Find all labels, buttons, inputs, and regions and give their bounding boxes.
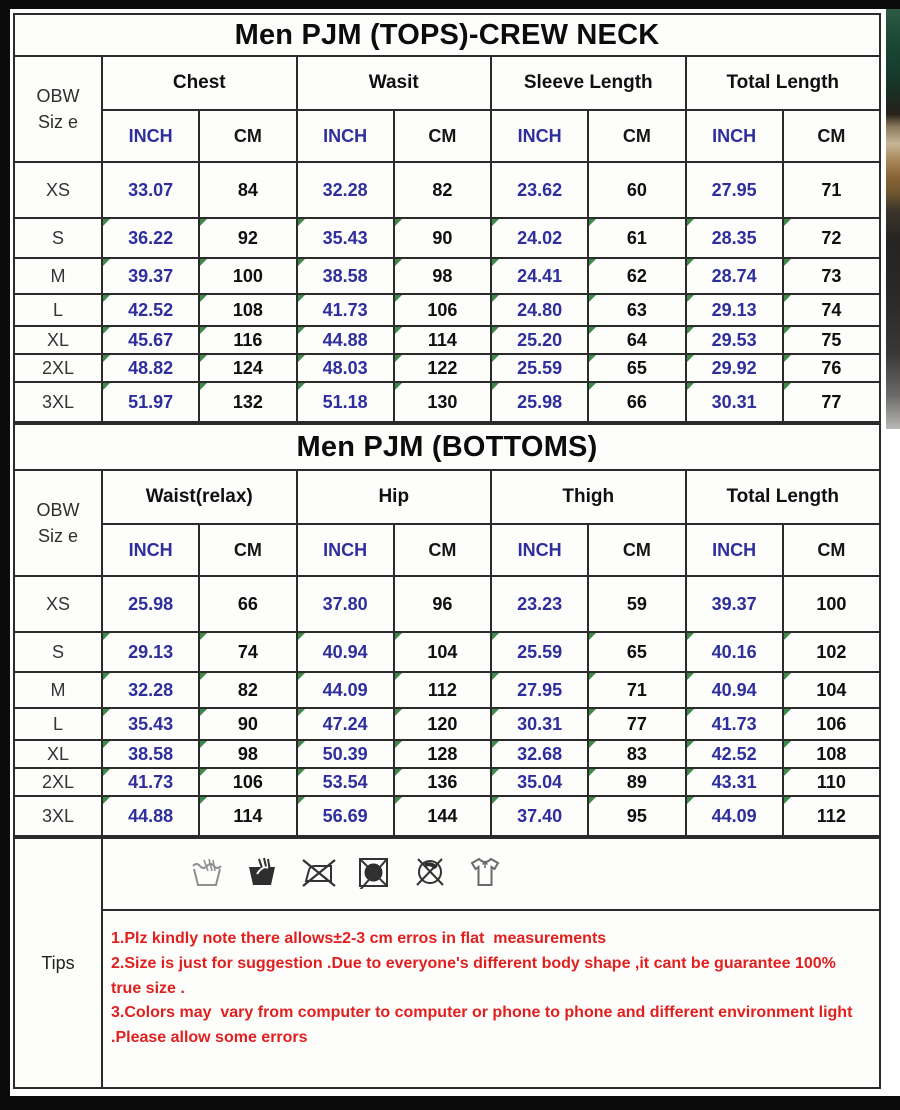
- cm-value-cell: 114: [199, 796, 296, 836]
- inch-value-cell: 50.39: [297, 740, 394, 768]
- cm-unit-header: CM: [783, 524, 880, 576]
- bottoms-group-header-row: [14, 470, 880, 524]
- cm-unit-header: CM: [394, 110, 491, 162]
- bottoms-unit-row: [14, 524, 880, 576]
- column-group-header-0: Chest: [102, 56, 297, 110]
- cm-value-cell: 136: [394, 768, 491, 796]
- cm-value-cell: 102: [783, 632, 880, 672]
- inch-value-cell: 29.53: [686, 326, 783, 354]
- hand-wash-dark-icon: [244, 855, 282, 894]
- cm-value-cell: 65: [588, 354, 685, 382]
- cm-value-cell: 114: [394, 326, 491, 354]
- column-group-header-3: Total Length: [686, 470, 881, 524]
- inch-value-cell: 25.59: [491, 354, 588, 382]
- cm-value-cell: 77: [783, 382, 880, 422]
- size-label: L: [14, 294, 102, 326]
- cm-value-cell: 59: [588, 576, 685, 632]
- inch-value-cell: 32.28: [102, 672, 199, 708]
- do-not-bleach-icon: [411, 855, 449, 894]
- inch-value-cell: 30.31: [686, 382, 783, 422]
- inch-value-cell: 37.40: [491, 796, 588, 836]
- inch-value-cell: 25.59: [491, 632, 588, 672]
- do-not-tumble-dry-icon: [355, 855, 393, 894]
- bottoms-size-table: [13, 423, 881, 837]
- inch-value-cell: 42.52: [102, 294, 199, 326]
- bottoms-title: Men PJM (BOTTOMS): [14, 424, 880, 470]
- size-header-line-1: OBW: [36, 499, 80, 520]
- tops-row-XL: [14, 326, 880, 354]
- inch-value-cell: 24.80: [491, 294, 588, 326]
- inch-value-cell: 39.37: [102, 258, 199, 294]
- cm-value-cell: 108: [783, 740, 880, 768]
- inch-value-cell: 36.22: [102, 218, 199, 258]
- size-label: 3XL: [14, 796, 102, 836]
- frame-bottom: [0, 1096, 900, 1110]
- column-group-header-1: Hip: [297, 470, 492, 524]
- bottoms-row-S: [14, 632, 880, 672]
- hand-wash-icon: [189, 855, 227, 894]
- cm-unit-header: CM: [394, 524, 491, 576]
- cm-value-cell: 106: [394, 294, 491, 326]
- size-header-line-2: Siz e: [37, 112, 79, 132]
- bottoms-row-XL: [14, 740, 880, 768]
- inch-value-cell: 23.23: [491, 576, 588, 632]
- tops-row-S: [14, 218, 880, 258]
- column-group-header-0: Waist(relax): [102, 470, 297, 524]
- size-label: XL: [14, 326, 102, 354]
- cm-value-cell: 74: [199, 632, 296, 672]
- bottoms-row-3XL: [14, 796, 880, 836]
- inch-value-cell: 44.09: [297, 672, 394, 708]
- inch-value-cell: 53.54: [297, 768, 394, 796]
- inch-value-cell: 24.41: [491, 258, 588, 294]
- care-icons-cell: [102, 838, 880, 910]
- cm-value-cell: 106: [783, 708, 880, 740]
- cm-value-cell: 90: [394, 218, 491, 258]
- cm-value-cell: 71: [783, 162, 880, 218]
- inch-value-cell: 40.16: [686, 632, 783, 672]
- inch-value-cell: 27.95: [491, 672, 588, 708]
- inch-value-cell: 45.67: [102, 326, 199, 354]
- tips-notes-row: [14, 910, 880, 1088]
- cm-unit-header: CM: [783, 110, 880, 162]
- inch-value-cell: 35.43: [297, 218, 394, 258]
- column-group-header-2: Thigh: [491, 470, 686, 524]
- size-label: M: [14, 672, 102, 708]
- frame-left: [0, 0, 10, 1110]
- cm-value-cell: 77: [588, 708, 685, 740]
- inch-value-cell: 40.94: [686, 672, 783, 708]
- cm-value-cell: 76: [783, 354, 880, 382]
- inch-unit-header: INCH: [686, 524, 783, 576]
- inch-value-cell: 56.69: [297, 796, 394, 836]
- cm-value-cell: 100: [783, 576, 880, 632]
- cm-value-cell: 65: [588, 632, 685, 672]
- cm-value-cell: 82: [199, 672, 296, 708]
- inch-value-cell: 40.94: [297, 632, 394, 672]
- tops-row-3XL: [14, 382, 880, 422]
- cm-value-cell: 95: [588, 796, 685, 836]
- inch-value-cell: 25.98: [102, 576, 199, 632]
- cm-value-cell: 84: [199, 162, 296, 218]
- cm-value-cell: 75: [783, 326, 880, 354]
- tops-group-header-row: [14, 56, 880, 110]
- cm-value-cell: 98: [394, 258, 491, 294]
- cm-value-cell: 104: [394, 632, 491, 672]
- cm-value-cell: 66: [199, 576, 296, 632]
- column-group-header-1: Wasit: [297, 56, 492, 110]
- cm-value-cell: 72: [783, 218, 880, 258]
- inch-value-cell: 32.28: [297, 162, 394, 218]
- bottoms-row-M: [14, 672, 880, 708]
- cm-value-cell: 112: [394, 672, 491, 708]
- inch-value-cell: 38.58: [297, 258, 394, 294]
- inch-value-cell: 35.43: [102, 708, 199, 740]
- inch-value-cell: 44.88: [102, 796, 199, 836]
- size-column-header: [14, 56, 102, 162]
- size-label: L: [14, 708, 102, 740]
- tops-row-XS: [14, 162, 880, 218]
- care-icons-row: [14, 838, 880, 910]
- cm-value-cell: 110: [783, 768, 880, 796]
- tip-note-1: 1.Plz kindly note there allows±2-3 cm erros in flat measurements: [111, 930, 607, 947]
- inch-value-cell: 28.35: [686, 218, 783, 258]
- cm-value-cell: 98: [199, 740, 296, 768]
- tops-row-L: [14, 294, 880, 326]
- bottoms-row-2XL: [14, 768, 880, 796]
- inch-unit-header: INCH: [102, 524, 199, 576]
- inch-unit-header: INCH: [297, 110, 394, 162]
- size-header-line-1: OBW: [36, 85, 80, 106]
- bottoms-row-L: [14, 708, 880, 740]
- cm-value-cell: 73: [783, 258, 880, 294]
- cm-value-cell: 82: [394, 162, 491, 218]
- inch-unit-header: INCH: [102, 110, 199, 162]
- inch-value-cell: 47.24: [297, 708, 394, 740]
- cm-value-cell: 62: [588, 258, 685, 294]
- tshirt-icon: [466, 855, 504, 894]
- tip-note-2: 2.Size is just for suggestion .Due to everyone's different body shape ,it cant be guarantee 100% true size .: [111, 954, 841, 997]
- tops-row-M: [14, 258, 880, 294]
- size-label: XL: [14, 740, 102, 768]
- tops-title-row: [14, 14, 880, 56]
- tops-title: Men PJM (TOPS)-CREW NECK: [14, 14, 880, 56]
- cm-value-cell: 112: [783, 796, 880, 836]
- bottoms-title-row: [14, 424, 880, 470]
- adjacent-photo-strip: [886, 9, 900, 429]
- cm-value-cell: 74: [783, 294, 880, 326]
- inch-unit-header: INCH: [491, 524, 588, 576]
- inch-unit-header: INCH: [491, 110, 588, 162]
- inch-value-cell: 51.97: [102, 382, 199, 422]
- cm-value-cell: 71: [588, 672, 685, 708]
- size-label: S: [14, 218, 102, 258]
- inch-value-cell: 51.18: [297, 382, 394, 422]
- inch-value-cell: 38.58: [102, 740, 199, 768]
- inch-value-cell: 43.31: [686, 768, 783, 796]
- inch-value-cell: 44.88: [297, 326, 394, 354]
- cm-value-cell: 122: [394, 354, 491, 382]
- inch-value-cell: 41.73: [686, 708, 783, 740]
- inch-value-cell: 48.03: [297, 354, 394, 382]
- tops-unit-row: [14, 110, 880, 162]
- cm-value-cell: 108: [199, 294, 296, 326]
- cm-value-cell: 132: [199, 382, 296, 422]
- size-label: XS: [14, 162, 102, 218]
- inch-value-cell: 27.95: [686, 162, 783, 218]
- inch-value-cell: 39.37: [686, 576, 783, 632]
- inch-value-cell: 35.04: [491, 768, 588, 796]
- cm-value-cell: 89: [588, 768, 685, 796]
- inch-value-cell: 29.13: [686, 294, 783, 326]
- column-group-header-3: Total Length: [686, 56, 881, 110]
- cm-value-cell: 144: [394, 796, 491, 836]
- inch-value-cell: 37.80: [297, 576, 394, 632]
- size-label: M: [14, 258, 102, 294]
- inch-value-cell: 44.09: [686, 796, 783, 836]
- cm-value-cell: 128: [394, 740, 491, 768]
- inch-value-cell: 41.73: [297, 294, 394, 326]
- do-not-iron-icon: [300, 855, 338, 894]
- cm-value-cell: 90: [199, 708, 296, 740]
- inch-value-cell: 29.13: [102, 632, 199, 672]
- cm-value-cell: 116: [199, 326, 296, 354]
- cm-value-cell: 104: [783, 672, 880, 708]
- inch-value-cell: 48.82: [102, 354, 199, 382]
- cm-unit-header: CM: [588, 110, 685, 162]
- cm-value-cell: 96: [394, 576, 491, 632]
- inch-value-cell: 24.02: [491, 218, 588, 258]
- inch-value-cell: 41.73: [102, 768, 199, 796]
- size-column-header: [14, 470, 102, 576]
- inch-unit-header: INCH: [297, 524, 394, 576]
- bottoms-row-XS: [14, 576, 880, 632]
- size-label: 2XL: [14, 768, 102, 796]
- inch-value-cell: 33.07: [102, 162, 199, 218]
- cm-value-cell: 63: [588, 294, 685, 326]
- cm-value-cell: 100: [199, 258, 296, 294]
- inch-value-cell: 29.92: [686, 354, 783, 382]
- size-header-line-2: Siz e: [37, 526, 79, 546]
- tops-size-table: [13, 13, 881, 423]
- tips-label: Tips: [14, 838, 102, 1088]
- cm-value-cell: 106: [199, 768, 296, 796]
- inch-value-cell: 28.74: [686, 258, 783, 294]
- cm-value-cell: 64: [588, 326, 685, 354]
- size-label: 3XL: [14, 382, 102, 422]
- column-group-header-2: Sleeve Length: [491, 56, 686, 110]
- cm-value-cell: 66: [588, 382, 685, 422]
- inch-unit-header: INCH: [686, 110, 783, 162]
- cm-value-cell: 130: [394, 382, 491, 422]
- cm-unit-header: CM: [199, 110, 296, 162]
- inch-value-cell: 25.20: [491, 326, 588, 354]
- tips-notes: [102, 910, 880, 1088]
- cm-value-cell: 124: [199, 354, 296, 382]
- frame-top: [0, 0, 900, 9]
- size-label: S: [14, 632, 102, 672]
- inch-value-cell: 25.98: [491, 382, 588, 422]
- inch-value-cell: 30.31: [491, 708, 588, 740]
- cm-unit-header: CM: [588, 524, 685, 576]
- cm-unit-header: CM: [199, 524, 296, 576]
- tops-row-2XL: [14, 354, 880, 382]
- tips-section: [13, 837, 881, 1089]
- inch-value-cell: 32.68: [491, 740, 588, 768]
- inch-value-cell: 42.52: [686, 740, 783, 768]
- cm-value-cell: 60: [588, 162, 685, 218]
- cm-value-cell: 92: [199, 218, 296, 258]
- inch-value-cell: 23.62: [491, 162, 588, 218]
- cm-value-cell: 61: [588, 218, 685, 258]
- size-label: 2XL: [14, 354, 102, 382]
- size-label: XS: [14, 576, 102, 632]
- cm-value-cell: 120: [394, 708, 491, 740]
- size-chart-sheet: [13, 13, 881, 1089]
- cm-value-cell: 83: [588, 740, 685, 768]
- tip-note-3: 3.Colors may vary from computer to computer or phone to phone and different environment light .Please allow some errors: [111, 1004, 857, 1047]
